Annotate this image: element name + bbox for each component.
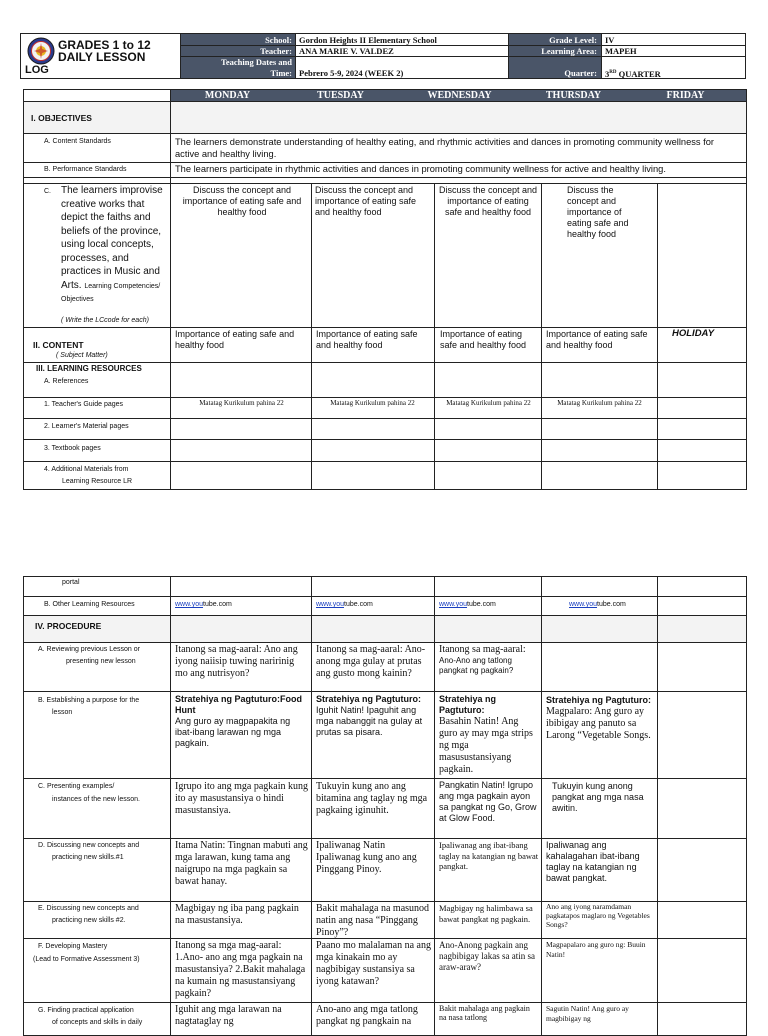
- row-f-wednesday: Ano-Anong pagkain ang nagbibigay lakas sa atin sa araw-araw?: [439, 940, 535, 972]
- youtube-link-monday-b: tube.com: [203, 601, 232, 608]
- dll-title-line3: LOG: [25, 64, 49, 76]
- youtube-link-thursday-a[interactable]: www.you: [569, 601, 598, 608]
- row-b-wednesday-text: Basahin Natin! Ang guro ay may mga strips ng mga masusustansiyang pagkain.: [439, 716, 533, 775]
- procedure-heading: IV. PROCEDURE: [35, 621, 102, 631]
- grade-value: IV: [605, 35, 615, 45]
- teachers-guide-monday: Matatag Kurikulum pahina 22: [199, 399, 284, 407]
- row-b-monday: [175, 694, 309, 749]
- row-c-label-1: C. Presenting examples/: [38, 783, 115, 790]
- content-tuesday: Importance of eating safe and healthy food: [316, 329, 418, 350]
- row-d-thursday: Ipaliwanag ang kahalagahan ibat-ibang taglay na katangian ng bawat pangkat.: [546, 840, 640, 883]
- row-e-label-1: E. Discussing new concepts and: [38, 905, 139, 912]
- content-thursday: Importance of eating safe and healthy food: [546, 329, 648, 350]
- day-thursday: THURSDAY: [545, 90, 602, 101]
- teachers-guide-tuesday: Matatag Kurikulum pahina 22: [330, 399, 415, 407]
- row-b-thursday: [546, 695, 656, 742]
- row-g-monday: Iguhit ang mga larawan na nagtataglay ng: [175, 1004, 282, 1027]
- content-heading: II. CONTENT: [33, 340, 84, 350]
- school-label: School:: [265, 35, 292, 45]
- row-b-label-1: B. Establishing a purpose for the: [38, 697, 140, 704]
- additional-materials-label-2: Learning Resource LR: [62, 478, 133, 485]
- row-e-tuesday: Bakit mahalaga na masunod natin ang nasa “Pinggang Pinoy”?: [316, 903, 430, 938]
- dll-title-line1: GRADES 1 to 12: [58, 38, 151, 52]
- row-d-wednesday: Ipaliwanag ang ibat-ibang taglay na katangian ng bawat pangkat.: [439, 840, 539, 871]
- teacher-label: Teacher:: [260, 46, 292, 56]
- row-f-label-1: F. Developing Mastery: [38, 943, 108, 950]
- row-b-tuesday: [316, 694, 432, 738]
- youtube-link-thursday[interactable]: [569, 600, 626, 609]
- day-wednesday: WEDNESDAY: [427, 90, 492, 101]
- row-g-label-2: of concepts and skills in daily: [52, 1019, 143, 1026]
- row-b-wednesday-strategy: Stratehiya ng Pagtuturo:: [439, 694, 497, 715]
- day-friday: FRIDAY: [666, 90, 705, 101]
- objectives-heading: I. OBJECTIVES: [31, 113, 92, 123]
- quarter-number: 3: [605, 68, 610, 79]
- row-a-wednesday-2: Ano-Ano ang tatlong pangkat ng pagkain?: [439, 656, 514, 675]
- youtube-link-wednesday-a[interactable]: www.you: [439, 601, 468, 608]
- friday-holiday: HOLIDAY: [672, 328, 715, 339]
- textbook-label: 3. Textbook pages: [44, 445, 101, 452]
- quarter-suffix: RD: [609, 70, 617, 75]
- youtube-link-thursday-b: tube.com: [597, 601, 626, 608]
- school-value: Gordon Heights II Elementary School: [299, 35, 437, 45]
- row-d-label-2: practicing new skills.#1: [52, 854, 124, 861]
- row-c-wednesday: Pangkatin Natin! Igrupo ang mga pagkain ayon sa pangkat ng Go, Grow at Glow Food.: [439, 780, 537, 823]
- row-b-monday-text: Ang guro ay magpapakita ng ibat-ibang larawan ng mga pagkain.: [175, 716, 291, 748]
- row-b-monday-strategy: Stratehiya ng Pagtuturo:Food Hunt: [175, 694, 302, 715]
- area-label: Learning Area:: [541, 46, 597, 56]
- youtube-link-monday[interactable]: [175, 600, 232, 609]
- row-g-tuesday: Ano-ano ang mga tatlong pangkat ng pangkain na: [316, 1004, 418, 1027]
- learning-resources-heading: III. LEARNING RESOURCES: [36, 364, 142, 373]
- dll-title-line2: DAILY LESSON: [58, 50, 146, 64]
- content-standards-label: A. Content Standards: [44, 138, 111, 145]
- row-b-label-2: lesson: [52, 709, 73, 716]
- youtube-link-tuesday[interactable]: [316, 600, 373, 609]
- additional-materials-label-1: 4. Additional Materials from: [44, 466, 129, 473]
- youtube-link-wednesday[interactable]: [439, 600, 496, 609]
- learners-material-label: 2. Learner's Material pages: [44, 423, 129, 430]
- competency-thursday: Discuss the concept and importance of eating safe and healthy food: [567, 185, 629, 239]
- row-a-monday: Itanong sa mag-aaral: Ano ang iyong naiisip tuwing naririnig mo ang nutrisyon?: [175, 644, 298, 679]
- row-a-label-1: A. Reviewing previous Lesson or: [38, 646, 140, 653]
- row-a-label-2: presenting new lesson: [66, 658, 136, 665]
- row-f-thursday: Magpapalaro ang guro ng: Buuin Natin!: [546, 940, 646, 959]
- dates-label-1: Teaching Dates and: [220, 57, 292, 67]
- quarter-value: [605, 68, 661, 79]
- references-label: A. References: [44, 378, 89, 385]
- youtube-link-wednesday-b: tube.com: [467, 601, 496, 608]
- content-monday: Importance of eating safe and healthy food: [175, 329, 295, 350]
- grade-label: Grade Level:: [549, 35, 597, 45]
- youtube-link-tuesday-a[interactable]: www.you: [316, 601, 345, 608]
- dates-label-2: Time:: [270, 68, 292, 78]
- teacher-value: ANA MARIE V. VALDEZ: [299, 46, 394, 56]
- area-value: MAPEH: [605, 46, 637, 56]
- row-g-wednesday: Bakit mahalaga ang pagkain na nasa tatlong: [439, 1004, 530, 1022]
- row-g-thursday: Sagutin Natin! Ang guro ay magbibigay ng: [546, 1004, 629, 1023]
- row-d-tuesday: Ipaliwanag Natin Ipaliwanag kung ano ang Pinggang Pinoy.: [316, 840, 417, 875]
- performance-standards-label: B. Performance Standards: [44, 166, 127, 173]
- objectives-row-shade: [24, 102, 746, 133]
- row-g-label-1: G. Finding practical application: [38, 1007, 134, 1014]
- content-wednesday: Importance of eating safe and healthy food: [440, 329, 527, 350]
- competency-tuesday: Discuss the concept and importance of eating safe and healthy food: [315, 185, 417, 217]
- competency-small: Learning Competencies/ Objectives: [61, 282, 161, 303]
- teachers-guide-wednesday: Matatag Kurikulum pahina 22: [446, 399, 531, 407]
- other-resources-label: B. Other Learning Resources: [44, 601, 135, 608]
- quarter-label: Quarter:: [564, 68, 597, 78]
- row-f-tuesday: Paano mo malalaman na ang mga kinakain mo ay nagbibigay sustansiya sa iyong katawan?: [316, 940, 431, 987]
- row-c-tuesday: Tukuyin kung ano ang bitamina ang taglay ng mga pagkaing iginuhit.: [316, 781, 428, 816]
- row-e-thursday: Ano ang iyong naramdaman pagkatapos maglaro ng Vegetables Songs?: [546, 902, 650, 929]
- portal-label: portal: [62, 579, 80, 586]
- quarter-word: QUARTER: [616, 68, 661, 79]
- youtube-link-monday-a[interactable]: www.you: [175, 601, 204, 608]
- row-c-monday: Igrupo ito ang mga pagkain kung ito ay masustansiya o hindi masustansiya.: [175, 781, 309, 816]
- competency-text: [61, 184, 168, 306]
- competency-wednesday: Discuss the concept and importance of eating safe and healthy food: [438, 185, 538, 217]
- content-standards-text: The learners demonstrate understanding of healthy eating, and rhythmic activities and dances in promoting community wellness for active and healthy living.: [175, 137, 714, 159]
- row-f-monday: Itanong sa mga mag-aaral: 1.Ano- ano ang mga pagkain na masustansiya? 2.Bakit mahalaga na kumain ng masustansiyang pagkain?: [175, 940, 306, 999]
- row-e-monday: Magbigay ng iba pang pagkain na masustansiya.: [175, 903, 299, 926]
- content-subheading: ( Subject Matter): [56, 352, 108, 359]
- row-f-label-2: (Lead to Formative Assessment 3): [33, 956, 140, 963]
- competency-main: The learners improvise creative works that depict the faiths and beliefs of the province, using local concepts, processes, and practices in Music and Arts.: [61, 185, 163, 291]
- row-d-label-1: D. Discussing new concepts and: [38, 842, 140, 849]
- row-e-label-2: practicing new skills #2.: [52, 917, 126, 924]
- performance-standards-text: The learners participate in rhythmic activities and dances in promoting community wellness for active and healthy living.: [175, 164, 666, 174]
- row-e-wednesday: Magbigay ng halimbawa sa bawat pangkat ng pagkain.: [439, 903, 533, 924]
- row-b-thursday-text: Magpalaro: Ang guro ay ibibigay ang panuto sa Larong “Vegetable Songs.: [546, 706, 651, 741]
- row-b-tuesday-text: Iguhit Natin! Ipaguhit ang mga nabanggit na gulay at prutas sa pisara.: [316, 705, 423, 737]
- row-a-wednesday-1: Itanong sa mag-aaral:: [439, 644, 526, 655]
- youtube-link-tuesday-b: tube.com: [344, 601, 373, 608]
- day-monday: MONDAY: [204, 90, 251, 101]
- row-c-thursday: Tukuyin kung anong pangkat ang mga nasa awitin.: [552, 781, 644, 813]
- teachers-guide-label: 1. Teacher's Guide pages: [44, 401, 124, 408]
- procedure-row-shade: [24, 615, 746, 642]
- row-b-thursday-strategy: Stratehiya ng Pagtuturo:: [546, 695, 652, 705]
- competency-lccode-note: ( Write the LCcode for each): [61, 317, 149, 324]
- day-tuesday: TUESDAY: [317, 90, 364, 101]
- dates-value: Pebrero 5-9, 2024 (WEEK 2): [299, 68, 404, 78]
- row-c-label-2: instances of the new lesson.: [52, 796, 140, 803]
- row-d-monday: Itama Natin: Tingnan mabuti ang mga larawan, kung tama ang naigrupo na mga pagkain sa bawat hanay.: [175, 840, 308, 887]
- row-a-tuesday: Itanong sa mag-aaral: Ano-anong mga gulay at prutas ang gusto mong kainin?: [316, 644, 426, 679]
- teachers-guide-thursday: Matatag Kurikulum pahina 22: [557, 399, 642, 407]
- competency-monday: Discuss the concept and importance of eating safe and healthy food: [182, 185, 302, 217]
- row-b-wednesday: [439, 694, 539, 776]
- competency-prefix: C.: [44, 188, 51, 195]
- row-b-tuesday-strategy: Stratehiya ng Pagtuturo:: [316, 694, 422, 704]
